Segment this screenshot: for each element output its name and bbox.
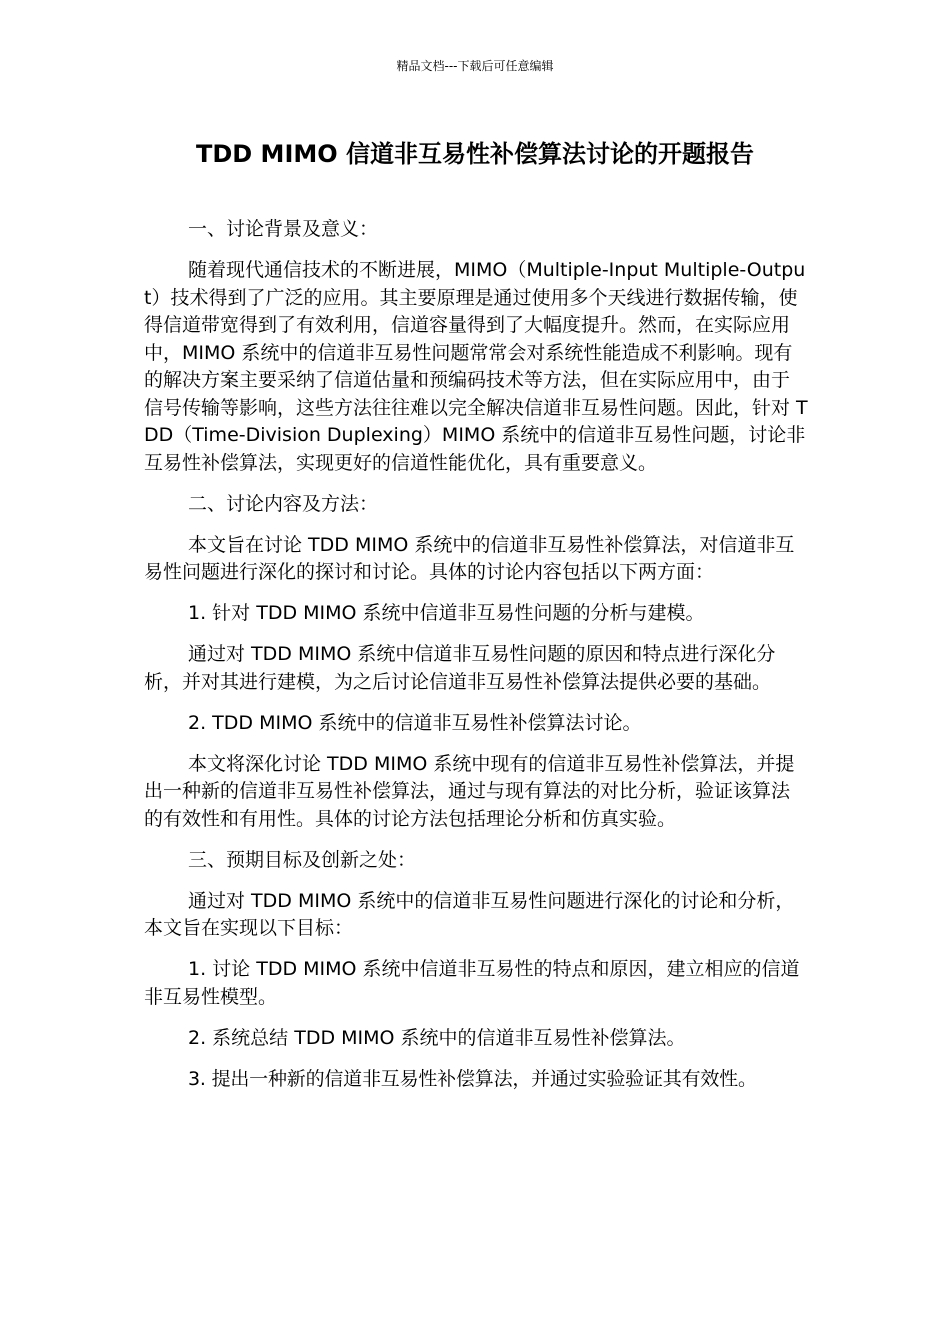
paragraph-content-intro: 本文旨在讨论 TDD MIMO 系统中的信道非互易性补偿算法，对信道非互易性问题进行深化的探讨和讨论。具体的讨论内容包括以下两方面： xyxy=(144,533,795,583)
section-heading-content-method: 二、讨论内容及方法： xyxy=(188,492,379,515)
section-heading-background: 一、讨论背景及意义： xyxy=(188,218,379,240)
list-item-goal-3: 3. 提出一种新的信道非互易性补偿算法，并通过实验验证其有效性。 xyxy=(188,1067,757,1090)
page-header: 精品文档---下载后可任意编辑 xyxy=(396,59,554,73)
section-heading-goals-innovation: 三、预期目标及创新之处： xyxy=(188,848,417,871)
document-title: TDD MIMO 信道非互易性补偿算法讨论的开题报告 xyxy=(195,140,755,168)
list-item-analysis-modeling: 1. 针对 TDD MIMO 系统中信道非互易性问题的分析与建模。 xyxy=(188,602,705,624)
list-item-goal-2: 2. 系统总结 TDD MIMO 系统中的信道非互易性补偿算法。 xyxy=(188,1026,686,1049)
document-body xyxy=(144,216,808,1107)
paragraph-goals-intro: 通过对 TDD MIMO 系统中的信道非互易性问题进行深化的讨论和分析，本文旨在实现以下目标： xyxy=(144,889,795,939)
list-item-goal-1: 1. 讨论 TDD MIMO 系统中信道非互易性的特点和原因，建立相应的信道非互易性模型。 xyxy=(144,958,800,1008)
paragraph-background: 随着现代通信技术的不断进展，MIMO（Multiple-Input Multiple-Output）技术得到了广泛的应用。其主要原理是通过使用多个天线进行数据传输，使得信道带宽得到了有效利用，信道容量得到了大幅度提升。然而，在实际应用中，MIMO 系统中的信道非互易性问题常常会对系统性能造成不利影响。现有的解决方案主要采纳了信道估量和预编码技术等方法，但在实际应用中，由于信号传输等影响，这些方法往往难以完全解决信道非互易性问题。因此，针对 TDD（Time-Division Duplexing）MIMO 系统中的信道非互易性问题，讨论非互易性补偿算法，实现更好的信道性能优化，具有重要意义。 xyxy=(144,259,808,474)
paragraph-compensation-algorithm: 本文将深化讨论 TDD MIMO 系统中现有的信道非互易性补偿算法，并提出一种新的信道非互易性补偿算法，通过与现有算法的对比分析，验证该算法的有效性和有用性。具体的讨论方法包括理论分析和仿真实验。 xyxy=(144,752,795,830)
paragraph-analysis-modeling: 通过对 TDD MIMO 系统中信道非互易性问题的原因和特点进行深化分析，并对其进行建模，为之后讨论信道非互易性补偿算法提供必要的基础。 xyxy=(144,643,776,693)
list-item-compensation-algorithm: 2. TDD MIMO 系统中的信道非互易性补偿算法讨论。 xyxy=(188,711,642,734)
